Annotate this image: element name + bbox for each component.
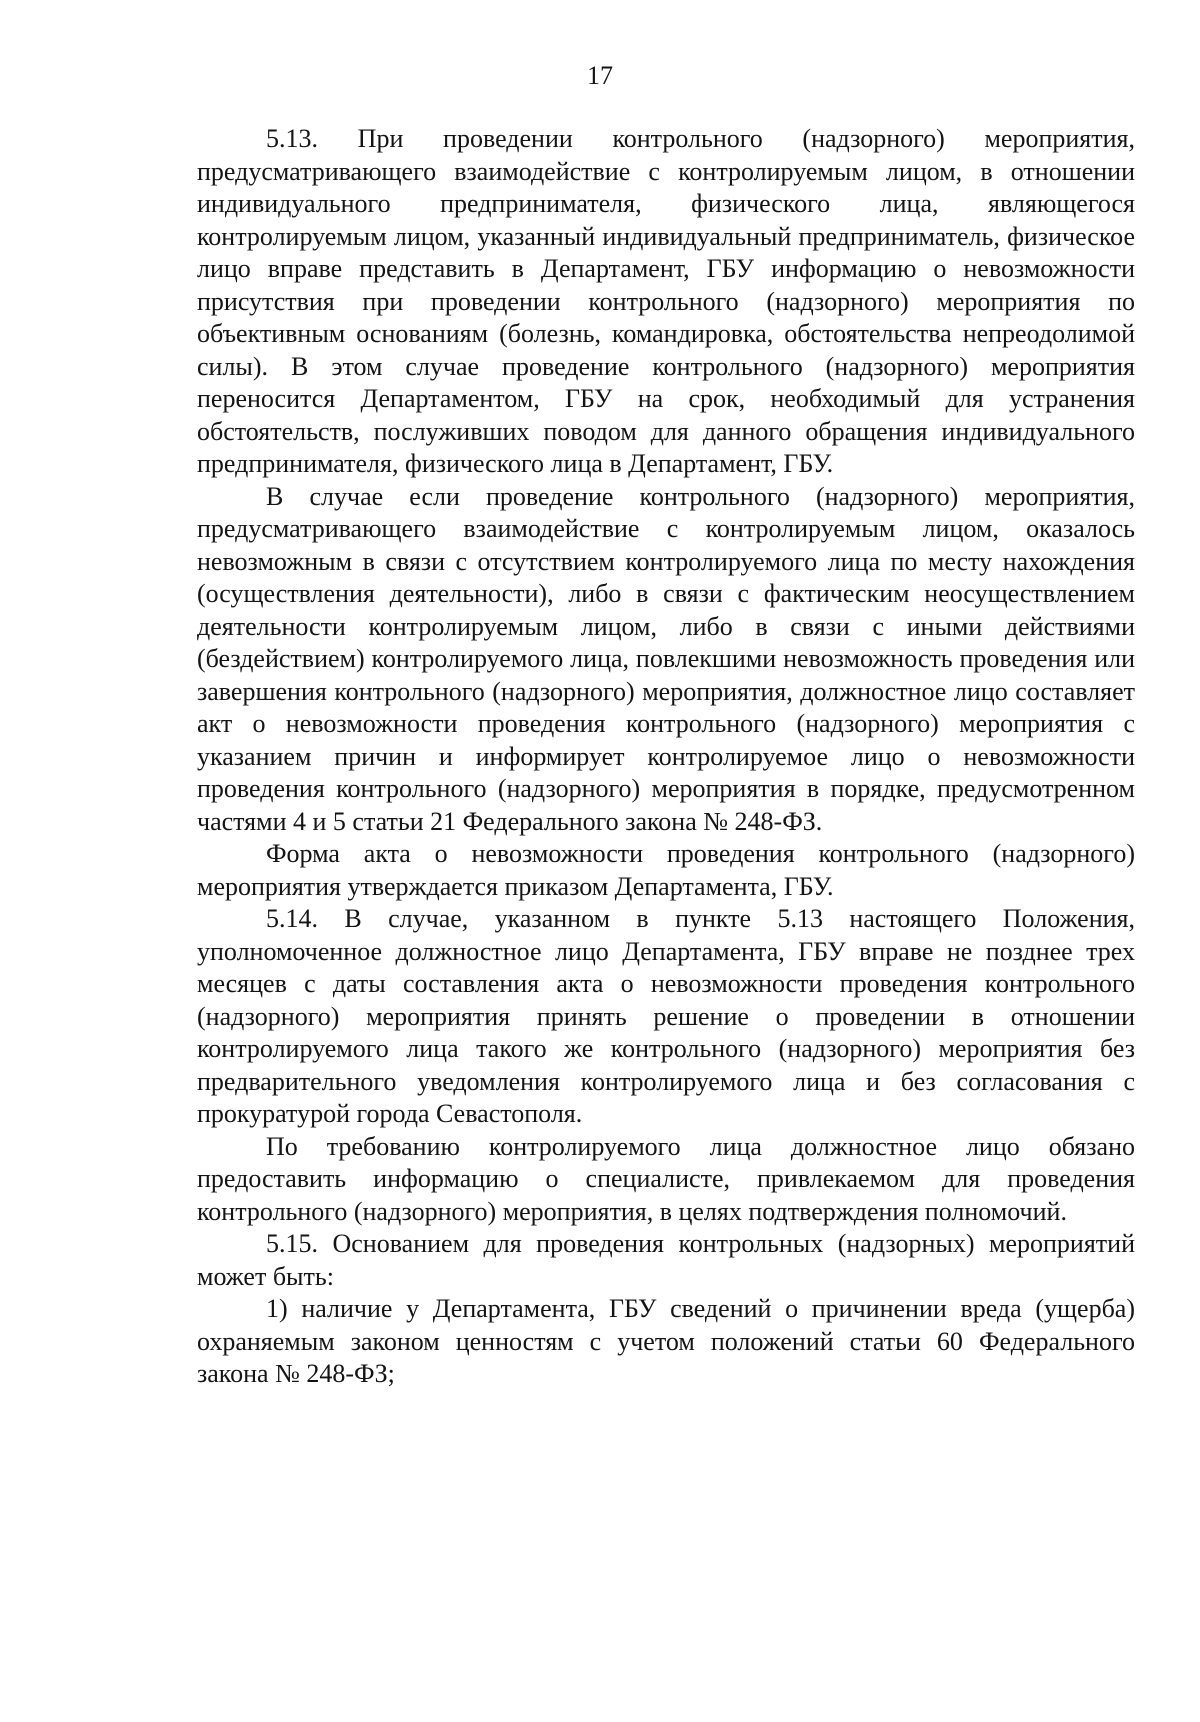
paragraph-5-13: 5.13. При проведении контрольного (надзорного) мероприятия, предусматривающего взаимодействие с контролируемым лицом, в отношении индивидуального предпринимателя, физического лица, являющегося контролируемым лицом, указанный индивидуальный предприниматель, физическое лицо вправе представить в Департамент, ГБУ информацию о невозможности присутствия при проведении контрольного (надзорного) мероприятия по объективным основаниям (болезнь, командировка, обстоятельства непреодолимой силы). В этом случае проведение контрольного (надзорного) мероприятия переносится Департаментом, ГБУ на срок, необходимый для устранения обстоятельств, послуживших поводом для данного обращения индивидуального предпринимателя, физического лица в Департамент, ГБУ. [197, 124, 1135, 478]
paragraph-5-15: 5.15. Основанием для проведения контрольных (надзорных) мероприятий может быть: [197, 1229, 1135, 1291]
paragraph-5-14: 5.14. В случае, указанном в пункте 5.13 настоящего Положения, уполномоченное должностное лицо Департамента, ГБУ вправе не позднее трех месяцев с даты составления акта о невозможности проведения контрольного (надзорного) мероприятия принять решение о проведении в отношении контролируемого лица такого же контрольного (надзорного) мероприятия без предварительного уведомления контролируемого лица и без согласования с прокуратурой города Севастополя. [197, 904, 1135, 1128]
page-number: 17 [587, 61, 613, 90]
paragraph-specialist-info: По требованию контролируемого лица должностное лицо обязано предоставить информацию о специалисте, привлекаемом для проведения контрольного (надзорного) мероприятия, в целях подтверждения полномочий. [197, 1131, 1135, 1226]
paragraph-impossibility-case: В случае если проведение контрольного (надзорного) мероприятия, предусматривающего взаимодействие с контролируемым лицом, оказалось невозможным в связи с отсутствием контролируемого лица по месту нахождения (осуществления деятельности), либо в связи с фактическим неосуществлением деятельности контролируемым лицом, либо в связи с иными действиями (бездействием) контролируемого лица, повлекшими невозможность проведения или завершения контрольного (надзорного) мероприятия, должностное лицо составляет акт о невозможности проведения контрольного (надзорного) мероприятия с указанием причин и информирует контролируемое лицо о невозможности проведения контрольного (надзорного) мероприятия в порядке, предусмотренном частями 4 и 5 статьи 21 Федерального закона № 248-ФЗ. [197, 481, 1135, 836]
document-body [197, 123, 1135, 1391]
list-item-1: 1) наличие у Департамента, ГБУ сведений о причинении вреда (ущерба) охраняемым законом ценностям с учетом положений статьи 60 Федерального закона № 248-ФЗ; [197, 1294, 1135, 1388]
paragraph-act-form: Форма акта о невозможности проведения контрольного (надзорного) мероприятия утверждается приказом Департамента, ГБУ. [197, 839, 1135, 901]
